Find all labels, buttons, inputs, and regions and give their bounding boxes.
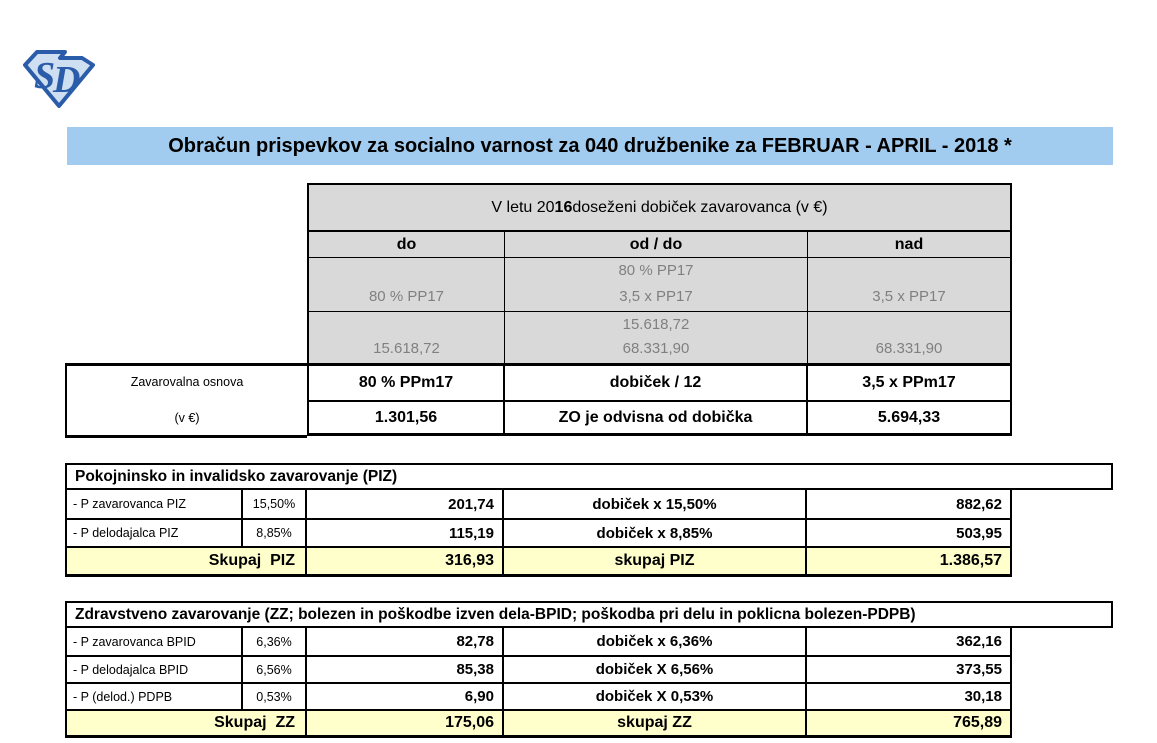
row-formula: dobiček x 8,85%: [504, 520, 807, 546]
page-title: Obračun prispevkov za socialno varnost za 040 družbenike za FEBRUAR - APRIL - 2018 *: [168, 134, 1012, 157]
total-amount-max: 1.386,57: [939, 552, 1002, 569]
col-header-oddo: od / do: [505, 232, 808, 257]
row-amount-fixed: 6,90: [307, 684, 504, 709]
total-label: Skupaj ZZ: [67, 711, 307, 735]
base-value-nad: 5.694,33: [877, 408, 941, 426]
table-row: [67, 655, 1010, 682]
row-percent: 6,36%: [243, 628, 307, 655]
zz-section-header: [65, 601, 1113, 628]
row-amount-fixed: 115,19: [307, 520, 504, 546]
profit-table: [307, 183, 1012, 436]
insurance-base-label: Zavarovalna osnova: [130, 375, 244, 389]
page-title-bar: [67, 127, 1113, 165]
base-value-oddo: ZO je odvisna od dobička: [505, 402, 808, 433]
base-formula-row: [309, 363, 1010, 400]
profit-column-headers: [309, 230, 1010, 257]
piz-section-title: Pokojninsko in invalidsko zavarovanje (PIZ): [75, 467, 398, 485]
profit-table-header: [309, 185, 1010, 230]
pp-oddo-bottom: 3,5 x PP17: [619, 288, 693, 305]
base-values-row: [309, 400, 1010, 433]
piz-table: [65, 490, 1012, 577]
row-formula: dobiček x 6,36%: [504, 628, 807, 655]
zz-table: [65, 628, 1012, 738]
amount-nad: 68.331,90: [875, 340, 943, 357]
row-amount-fixed: 85,38: [307, 657, 504, 682]
logo-letter-s: S: [34, 55, 56, 97]
total-formula: skupaj PIZ: [504, 548, 807, 574]
total-amount-fixed: 175,06: [307, 711, 504, 735]
total-amount-fixed: 316,93: [307, 548, 504, 574]
logo-letter-d: D: [53, 59, 81, 101]
total-formula: skupaj ZZ: [504, 711, 807, 735]
profit-header-suffix: doseženi dobiček zavarovanca (v €): [572, 198, 828, 216]
pp-threshold-row: [309, 257, 1010, 311]
pp-oddo-top: 80 % PP17: [618, 262, 694, 279]
row-amount-max: 373,55: [956, 661, 1002, 678]
row-percent: 15,50%: [243, 490, 307, 518]
amount-oddo-top: 15.618,72: [622, 316, 690, 333]
piz-total-row: [67, 546, 1010, 574]
profit-header-prefix: V letu 20: [491, 198, 555, 216]
row-label: - P (delod.) PDPB: [67, 684, 243, 709]
base-value-do: 1.301,56: [309, 402, 505, 433]
row-label: - P delodajalca BPID: [67, 657, 243, 682]
base-formula-nad: 3,5 x PPm17: [862, 374, 956, 391]
row-amount-max: 30,18: [964, 688, 1002, 705]
pp-oddo: [505, 258, 808, 311]
total-amount-max: 765,89: [953, 714, 1002, 731]
piz-section-header: [65, 463, 1113, 490]
amount-oddo-bottom: 68.331,90: [622, 340, 690, 357]
profit-header-bold: 16: [554, 198, 573, 216]
row-amount-fixed: 82,78: [307, 628, 504, 655]
base-formula-do: 80 % PPm17: [309, 366, 505, 400]
row-amount-max: 882,62: [956, 495, 1002, 513]
sd-diamond-logo: [20, 48, 98, 110]
row-label: - P delodajalca PIZ: [67, 520, 243, 546]
amount-threshold-row: [309, 311, 1010, 363]
total-label: Skupaj PIZ: [67, 548, 307, 574]
row-label: - P zavarovanca BPID: [67, 628, 243, 655]
row-label: - P zavarovanca PIZ: [67, 490, 243, 518]
col-header-nad: nad: [894, 235, 924, 253]
row-formula: dobiček X 6,56%: [504, 657, 807, 682]
zz-section-title: Zdravstveno zavarovanje (ZZ; bolezen in poškodbe izven dela-BPID; poškodba pri delu in poklicna bolezen-PDPB): [75, 605, 916, 623]
row-formula: dobiček X 0,53%: [504, 684, 807, 709]
base-formula-oddo: dobiček / 12: [505, 366, 808, 400]
insurance-base-unit: (v €): [174, 411, 200, 425]
col-header-do: do: [309, 232, 505, 257]
row-percent: 8,85%: [243, 520, 307, 546]
row-amount-fixed: 201,74: [307, 490, 504, 518]
table-row: [67, 628, 1010, 655]
row-formula: dobiček x 15,50%: [504, 490, 807, 518]
table-row: [67, 518, 1010, 546]
amount-oddo: [505, 312, 808, 363]
row-amount-max: 503,95: [956, 524, 1002, 542]
pp-nad: 3,5 x PP17: [872, 288, 946, 305]
insurance-base-label-box: [65, 363, 307, 438]
row-percent: 0,53%: [243, 684, 307, 709]
table-row: [67, 490, 1010, 518]
row-amount-max: 362,16: [956, 633, 1002, 650]
zz-total-row: [67, 709, 1010, 735]
amount-do: 15.618,72: [309, 312, 505, 363]
row-percent: 6,56%: [243, 657, 307, 682]
table-row: [67, 682, 1010, 709]
pp-do: 80 % PP17: [309, 258, 505, 311]
